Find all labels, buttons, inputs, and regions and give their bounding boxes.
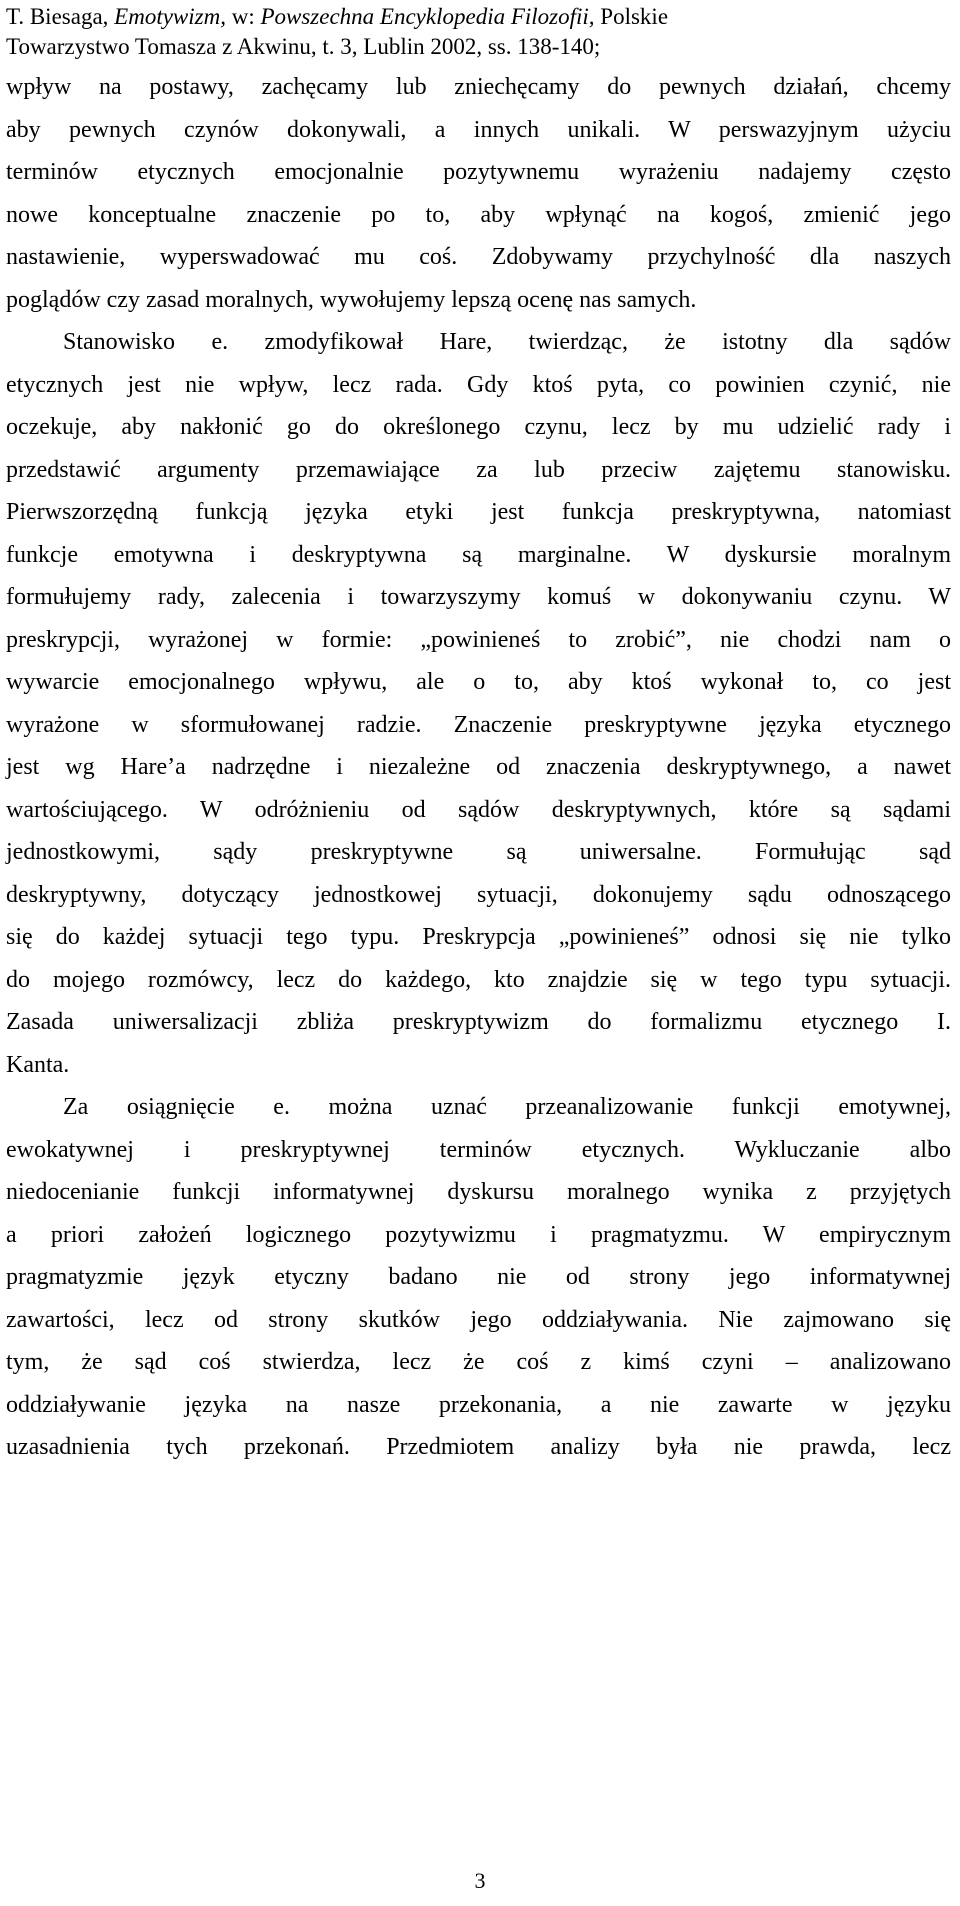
text-line: formułujemy rady, zalecenia i towarzyszymy komuś w dokonywaniu czynu. W <box>6 584 951 610</box>
text-line: zawartości, lecz od strony skutków jego oddziaływania. Nie zajmowano się <box>6 1306 951 1333</box>
text-line: deskryptywny, dotyczący jednostkowej sytuacji, dokonujemy sądu odnoszącego <box>6 881 951 908</box>
text-line: wywarcie emocjonalnego wpływu, ale o to, aby ktoś wykonał to, co jest <box>6 669 951 695</box>
text-line: ewokatywnej i preskryptywnej terminów etycznych. Wykluczanie albo <box>6 1136 951 1163</box>
text-line: przedstawić argumenty przemawiające za lub przeciw zajętemu stanowisku. <box>6 456 951 483</box>
text-line: funkcje emotywna i deskryptywna są marginalne. W dyskursie moralnym <box>6 541 951 568</box>
reference-in: w: <box>225 4 261 29</box>
text-line: terminów etycznych emocjonalnie pozytywnemu wyrażeniu nadajemy często <box>6 159 951 185</box>
text-line: jednostkowymi, sądy preskryptywne są uniwersalne. Formułując sąd <box>6 839 951 865</box>
paragraph <box>6 66 951 321</box>
text-line: nowe konceptualne znaczenie po to, aby wpłynąć na kogoś, zmienić jego <box>6 201 951 228</box>
reference-book-title: Powszechna Encyklopedia Filozofii, <box>260 4 595 29</box>
text-line: Kanta. <box>6 1051 70 1078</box>
text-line: oczekuje, aby nakłonić go do określonego czynu, lecz by mu udzielić rady i <box>6 414 951 440</box>
paragraph <box>6 1086 951 1469</box>
text-line: niedocenianie funkcji informatywnej dyskursu moralnego wynika z przyjętych <box>6 1179 951 1205</box>
text-line: jest wg Hare’a nadrzędne i niezależne od znaczenia deskryptywnego, a nawet <box>6 754 951 780</box>
text-line: pragmatyzmie język etyczny badano nie od strony jego informatywnej <box>6 1264 951 1290</box>
text-line: Pierwszorzędną funkcją języka etyki jest funkcja preskryptywna, natomiast <box>6 499 951 525</box>
text-line: się do każdej sytuacji tego typu. Preskrypcja „powinieneś” odnosi się nie tylko <box>6 924 951 950</box>
page-number: 3 <box>474 1868 486 1893</box>
text-line: oddziaływanie języka na nasze przekonania, a nie zawarte w języku <box>6 1391 951 1418</box>
text-line: uzasadnienia tych przekonań. Przedmiotem analizy była nie prawda, lecz <box>6 1434 951 1460</box>
paragraph <box>6 321 951 1086</box>
text-line: Stanowisko e. zmodyfikował Hare, twierdząc, że istotny dla sądów <box>63 329 951 355</box>
reference-publisher-start: Polskie <box>594 4 669 29</box>
text-line: preskrypcji, wyrażonej w formie: „powinieneś to zrobić”, nie chodzi nam o <box>6 626 951 653</box>
reference-publisher-details: Towarzystwo Tomasza z Akwinu, t. 3, Lublin 2002, ss. 138-140; <box>6 34 601 59</box>
text-line: poglądów czy zasad moralnych, wywołujemy lepszą ocenę nas samych. <box>6 286 697 313</box>
text-line: Za osiągnięcie e. można uznać przeanalizowanie funkcji emotywnej, <box>63 1094 951 1120</box>
text-line: wyrażone w sformułowanej radzie. Znaczenie preskryptywne języka etycznego <box>6 711 951 738</box>
text-line: wpływ na postawy, zachęcamy lub zniechęcamy do pewnych działań, chcemy <box>6 74 951 100</box>
body-text <box>6 66 951 1469</box>
text-line: wartościującego. W odróżnieniu od sądów deskryptywnych, które są sądami <box>6 796 951 823</box>
text-line: do mojego rozmówcy, lecz do każdego, kto znajdzie się w tego typu sytuacji. <box>6 966 951 993</box>
text-line: etycznych jest nie wpływ, lecz rada. Gdy ktoś pyta, co powinien czynić, nie <box>6 371 951 398</box>
reference-author: T. Biesaga, <box>6 4 115 29</box>
bibliographic-reference <box>6 2 951 62</box>
text-line: a priori założeń logicznego pozytywizmu i pragmatyzmu. W empirycznym <box>6 1221 951 1248</box>
text-line: aby pewnych czynów dokonywali, a innych unikali. W perswazyjnym użyciu <box>6 116 951 143</box>
text-line: tym, że sąd coś stwierdza, lecz że coś z kimś czyni – analizowano <box>6 1349 951 1375</box>
reference-entry-title: Emotywizm, <box>114 4 226 29</box>
text-line: nastawienie, wyperswadować mu coś. Zdobywamy przychylność dla naszych <box>6 244 951 270</box>
text-line: Zasada uniwersalizacji zbliża preskryptywizm do formalizmu etycznego I. <box>6 1009 951 1035</box>
